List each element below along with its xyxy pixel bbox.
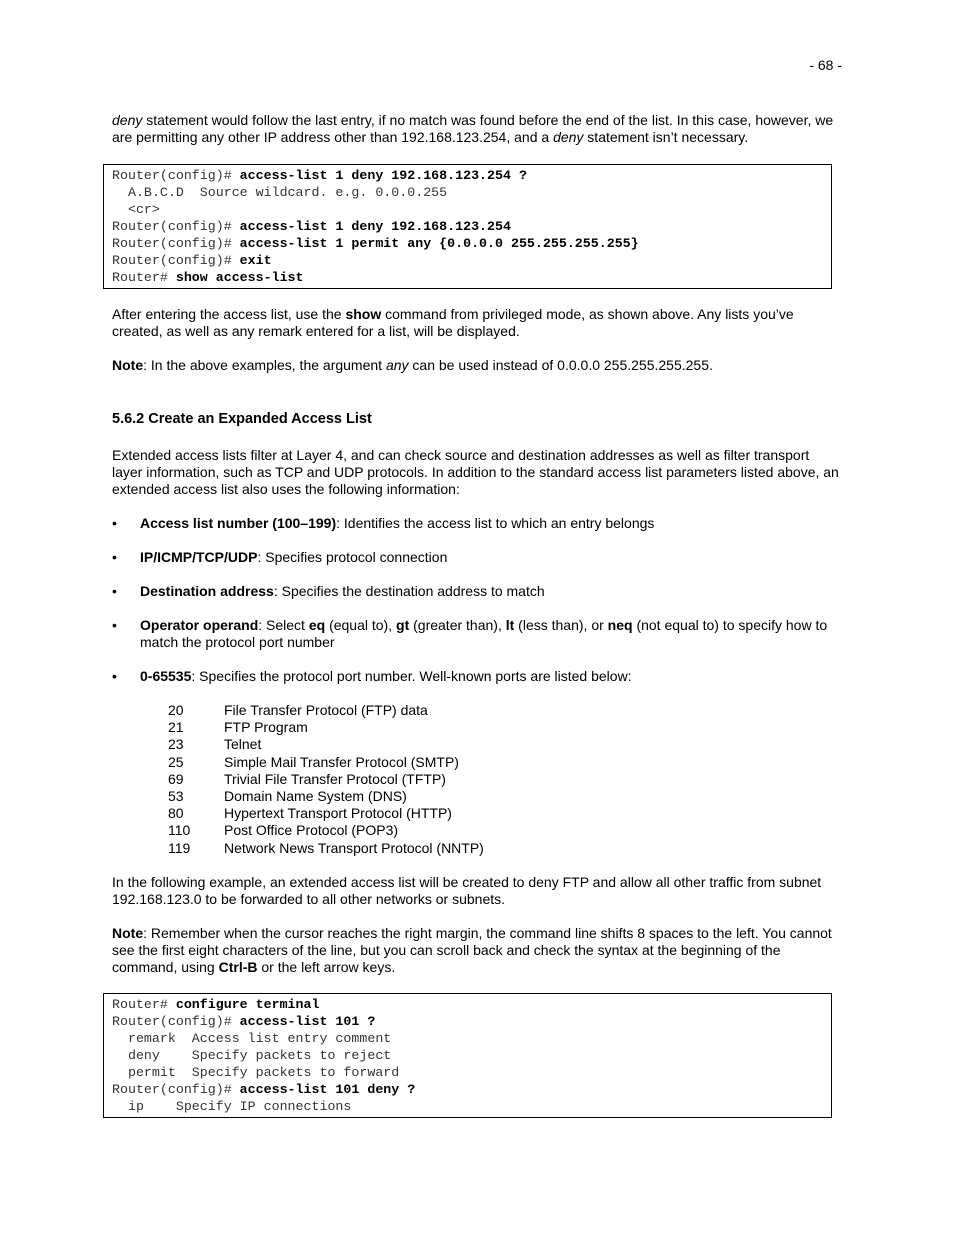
code-line: permit Specify packets to forward: [112, 1064, 400, 1080]
list-item: • Operator operand: Select eq (equal to), gt (greater than), lt (less than), or neq (not equal to) to specify how to match the protocol port number: [112, 617, 828, 650]
list-item: • 0-65535: Specifies the protocol port number. Well-known ports are listed below:: [112, 668, 632, 684]
code-line: ip Specify IP connections: [112, 1098, 352, 1114]
code-line: Router(config)# access-list 101 deny ?: [112, 1081, 416, 1097]
bullet-icon: •: [112, 583, 117, 599]
list-item: 21 FTP Program: [168, 719, 308, 736]
list-item: • Access list number (100–199): Identifies the access list to which an entry belongs: [112, 515, 655, 531]
code-line: Router(config)# access-list 101 ?: [112, 1013, 376, 1029]
example-paragraph: In the following example, an extended access list will be created to deny FTP and allow all other traffic from subnet 192.168.123.0 to be forwarded to all other networks or subnets.: [112, 873, 822, 907]
section-intro-paragraph: Extended access lists filter at Layer 4, and can check source and destination addresses as well as filter transport layer information, such as TCP and UDP protocols. In addition to the standard access list parameters listed above, an extended access list also uses the following information:: [112, 447, 839, 497]
code-line: deny Specify packets to reject: [112, 1047, 392, 1063]
list-item: 119 Network News Transport Protocol (NNTP): [168, 839, 484, 856]
list-item: 53 Domain Name System (DNS): [168, 788, 407, 805]
code-line: Router(config)# access-list 1 permit any {0.0.0.0 255.255.255.255}: [112, 236, 639, 251]
bullet-icon: •: [112, 617, 117, 633]
code-line: Router(config)# access-list 1 deny 192.168.123.254: [112, 219, 511, 234]
code-line: remark Access list entry comment: [112, 1030, 392, 1046]
section-heading: 5.6.2 Create an Expanded Access List: [112, 411, 372, 427]
intro-text-1: statement would follow the last entry, if no match was found before the end of the list. In this case, however, we are permitting any other IP address other than 192.168.123.254, and a: [112, 112, 834, 145]
note-label: Note: [112, 357, 144, 373]
code-line: A.B.C.D Source wildcard. e.g. 0.0.0.255: [112, 185, 448, 200]
bullet-icon: •: [112, 668, 117, 684]
list-item: 23 Telnet: [168, 736, 262, 753]
code-line: Router# show access-list: [112, 270, 304, 285]
bullet-icon: •: [112, 549, 117, 565]
show-command-paragraph: After entering the access list, use the show command from privileged mode, as shown above. Any lists you’ve created, as well as any remark entered for a list, will be displayed.: [112, 306, 794, 339]
code-line: Router(config)# exit: [112, 253, 272, 268]
list-item: 25 Simple Mail Transfer Protocol (SMTP): [168, 753, 459, 770]
code-block-standard-acl: [103, 164, 832, 289]
intro-italic-deny-2: deny: [553, 129, 584, 145]
well-known-ports-list: [168, 702, 842, 857]
show-keyword: show: [345, 306, 382, 322]
list-item: 69 Trivial File Transfer Protocol (TFTP): [168, 770, 446, 787]
note-label: Note: [112, 924, 144, 941]
note-cursor-paragraph: Note: Remember when the cursor reaches the right margin, the command line shifts 8 spaces to the left. You cannot see the first eight characters of the line, but you can scroll back and check the syntax at the beginning of the command, using Ctrl-B or the left arrow keys.: [112, 924, 832, 975]
any-keyword: any: [385, 357, 409, 373]
intro-text-2: statement isn’t necessary.: [583, 129, 749, 145]
list-item: • Destination address: Specifies the destination address to match: [112, 583, 545, 599]
page-content: [112, 112, 842, 1118]
code-block-extended-acl: [103, 993, 832, 1118]
list-item: 20 File Transfer Protocol (FTP) data: [168, 702, 428, 718]
code-line: <cr>: [112, 202, 160, 217]
parameter-list: [112, 515, 842, 685]
ctrl-b-keyword: Ctrl-B: [218, 958, 258, 975]
list-item: 110 Post Office Protocol (POP3): [168, 822, 399, 839]
list-item: 80 Hypertext Transport Protocol (HTTP): [168, 805, 452, 822]
bullet-icon: •: [112, 515, 117, 531]
page-number: - 68 -: [809, 57, 842, 73]
list-item: • IP/ICMP/TCP/UDP: Specifies protocol connection: [112, 549, 448, 565]
code-line: Router(config)# access-list 1 deny 192.168.123.254 ?: [112, 168, 527, 183]
intro-paragraph: [112, 112, 842, 146]
intro-italic-deny: deny: [112, 112, 143, 128]
code-line: Router# configure terminal: [112, 996, 320, 1012]
note-any-paragraph: Note: In the above examples, the argument any can be used instead of 0.0.0.0 255.255.255.255.: [112, 357, 713, 373]
